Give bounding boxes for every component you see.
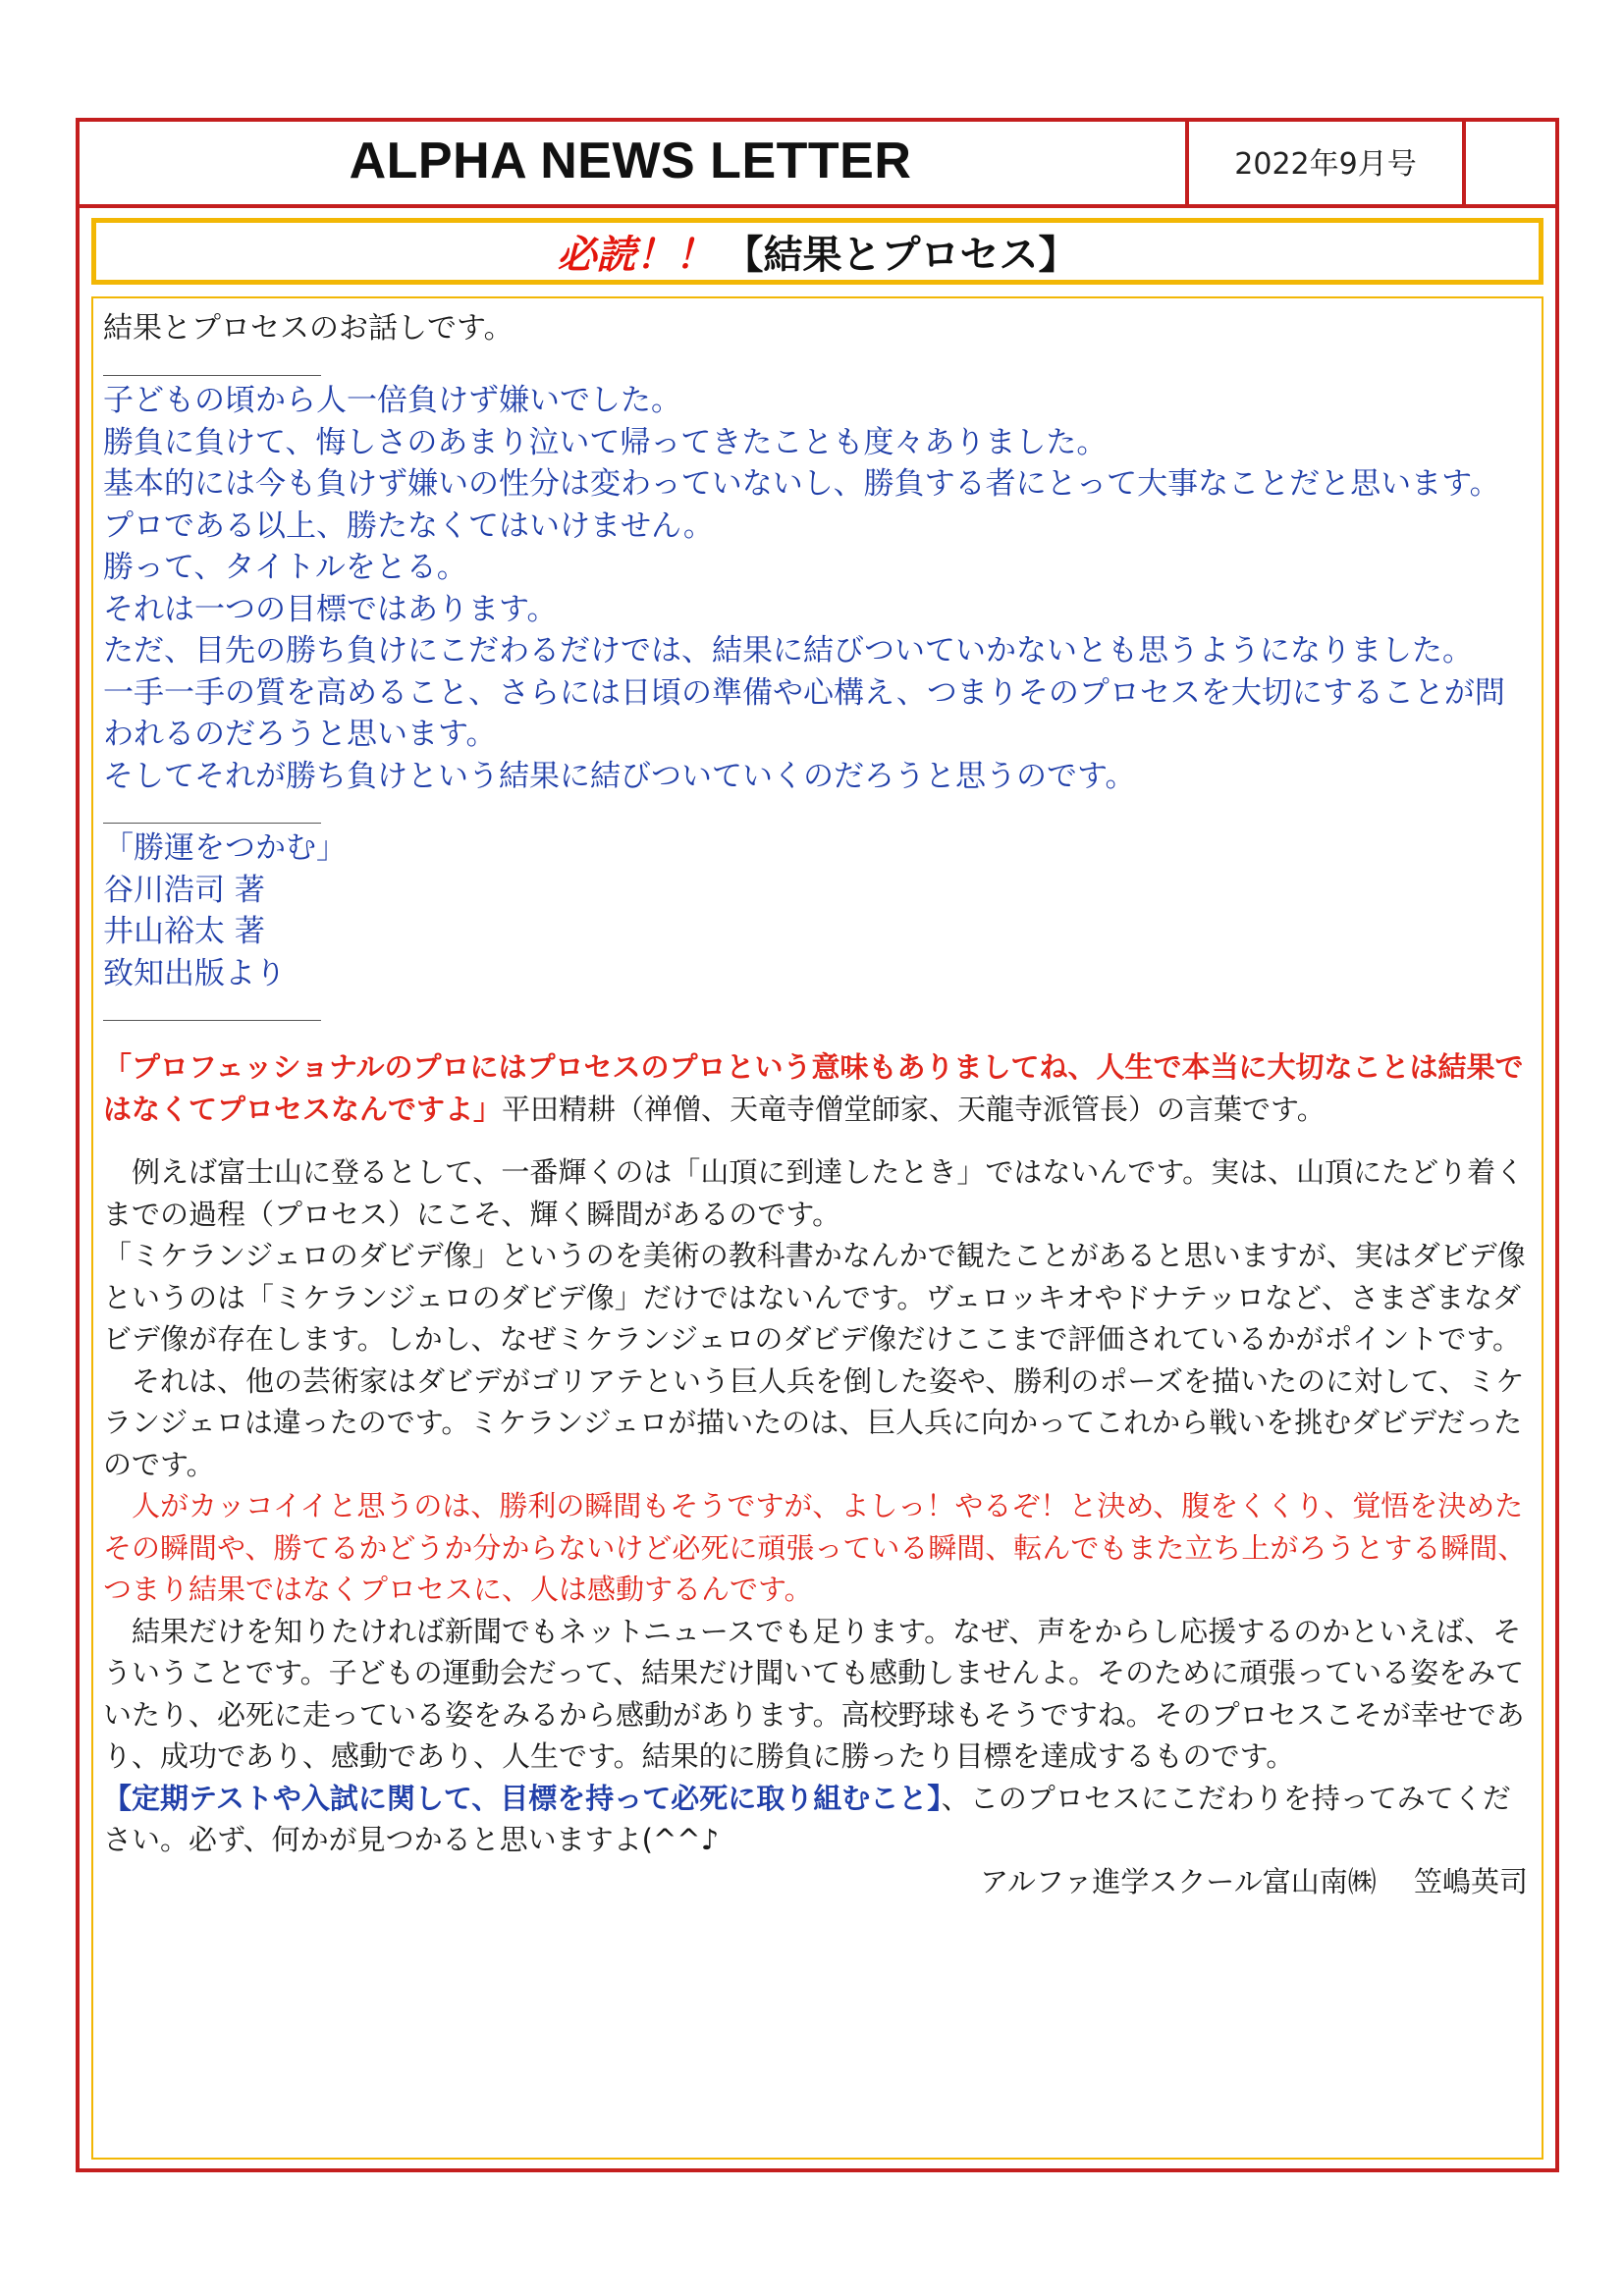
intro-text: 結果とプロセスのお話しです。 (103, 311, 514, 346)
source-line: 井山裕太 著 (103, 914, 265, 949)
paragraph: 例えば富士山に登るとして、一番輝くのは「山頂に到達したとき」ではないんです。実は、山頂にたどり着くまでの過程（プロセス）にこそ、輝く瞬間があるのです。 (103, 1155, 1525, 1231)
commentary (103, 1046, 1532, 1902)
hirata-quote (103, 1046, 1532, 1130)
quote-line: 勝って、タイトルをとる。 (103, 550, 467, 585)
divider (103, 1020, 321, 1021)
quoted-passage (103, 380, 1532, 797)
header (76, 118, 1559, 208)
source-citation (103, 828, 1532, 994)
headline-banner (91, 218, 1543, 285)
signature: アルファ進学スクール富山南㈱ 笠嶋英司 (980, 1864, 1528, 1898)
issue-date: 2022年9月号 (1185, 118, 1466, 204)
source-line: 「勝運をつかむ」 (103, 830, 347, 866)
quote-line: 勝負に負けて、悔しさのあまり泣いて帰ってきたことも度々ありました。 (103, 424, 1108, 460)
closing-paragraph (103, 1778, 1532, 1861)
hirata-attribution: 平田精耕（禅僧、天竜寺僧堂師家、天龍寺派管長）の言葉です。 (502, 1092, 1326, 1126)
source-line: 谷川浩司 著 (103, 872, 265, 908)
quote-line: ただ、目先の勝ち負けにこだわるだけでは、結果に結びついていかないとも思うようになりました。 (103, 633, 1473, 668)
emphasis-paragraph: 人がカッコイイと思うのは、勝利の瞬間もそうですが、よしっ！やるぞ！と決め、腹をくくり、覚悟を決めたその瞬間や、勝てるかどうか分からないけど必死に頑張っている瞬間、転んでもまた立ち上がろうとする瞬間、つまり結果ではなくプロセスに、人は感動するんです。 (103, 1489, 1527, 1606)
quote-line: 子どもの頃から人一倍負けず嫌いでした。 (103, 383, 681, 418)
paragraph: それは、他の芸術家はダビデがゴリアテという巨人兵を倒した姿や、勝利のポーズを描いたのに対して、ミケランジェロは違ったのです。ミケランジェロが描いたのは、巨人兵に向かってこれから戦いを挑むダビデだったのです。 (103, 1363, 1525, 1481)
closing-text: 、このプロセスにこだわりを持ってみてください。必ず、何かが見つかると思いますよ(^^♪ (103, 1781, 1511, 1856)
must-read-label: 必読！！ (557, 232, 715, 278)
quote-line: それは一つの目標ではあります。 (103, 591, 558, 627)
divider (103, 375, 321, 376)
headline-topic: 【結果とプロセス】 (724, 232, 1078, 278)
divider (103, 823, 321, 824)
quote-line: 基本的には今も負けず嫌いの性分は変わっていないし、勝負する者にとって大事なことだと思います。 (103, 466, 1500, 502)
hirata-quote-highlight: 「プロフェッショナルのプロにはプロセスのプロという意味もありましてね、人生で本当に大切なことは結果ではなくてプロセスなんですよ」 (103, 1050, 1524, 1126)
quote-line: 一手一手の質を高めること、さらには日頃の準備や心構え、つまりそのプロセスを大切にすることが問われるのだろうと思います。 (103, 674, 1505, 752)
paragraph: 「ミケランジェロのダビデ像」というのを美術の教科書かなんかで観たことがあると思いますが、実はダビデ像というのは「ミケランジェロのダビデ像」だけではないんです。ヴェロッキオやドナテッロなど、さまざまなダビデ像が存在します。しかし、なぜミケランジェロのダビデ像だけここまで評価されているかがポイントです。 (103, 1239, 1526, 1356)
source-line: 致知出版より (103, 955, 286, 991)
quote-line: そしてそれが勝ち負けという結果に結びついていくのだろうと思うのです。 (103, 758, 1136, 794)
paragraph: 結果だけを知りたければ新聞でもネットニュースでも足ります。なぜ、声をからし応援するのかといえば、そういうことです。子どもの運動会だって、結果だけ聞いても感動しませんよ。そのために頑張っている姿をみていたり、必死に走っている姿をみるから感動があります。高校野球もそうですね。そのプロセスこそが幸せであり、成功であり、感動であり、人生です。結果的に勝負に勝ったり目標を達成するものです。 (103, 1614, 1525, 1773)
article-body (91, 296, 1543, 2160)
closing-highlight: 【定期テストや入試に関して、目標を持って必死に取り組むこと】 (103, 1781, 942, 1815)
quote-line: プロである以上、勝たなくてはいけません。 (103, 507, 714, 544)
header-blank-cell (1466, 118, 1555, 204)
newsletter-title: ALPHA NEWS LETTER (349, 133, 912, 189)
